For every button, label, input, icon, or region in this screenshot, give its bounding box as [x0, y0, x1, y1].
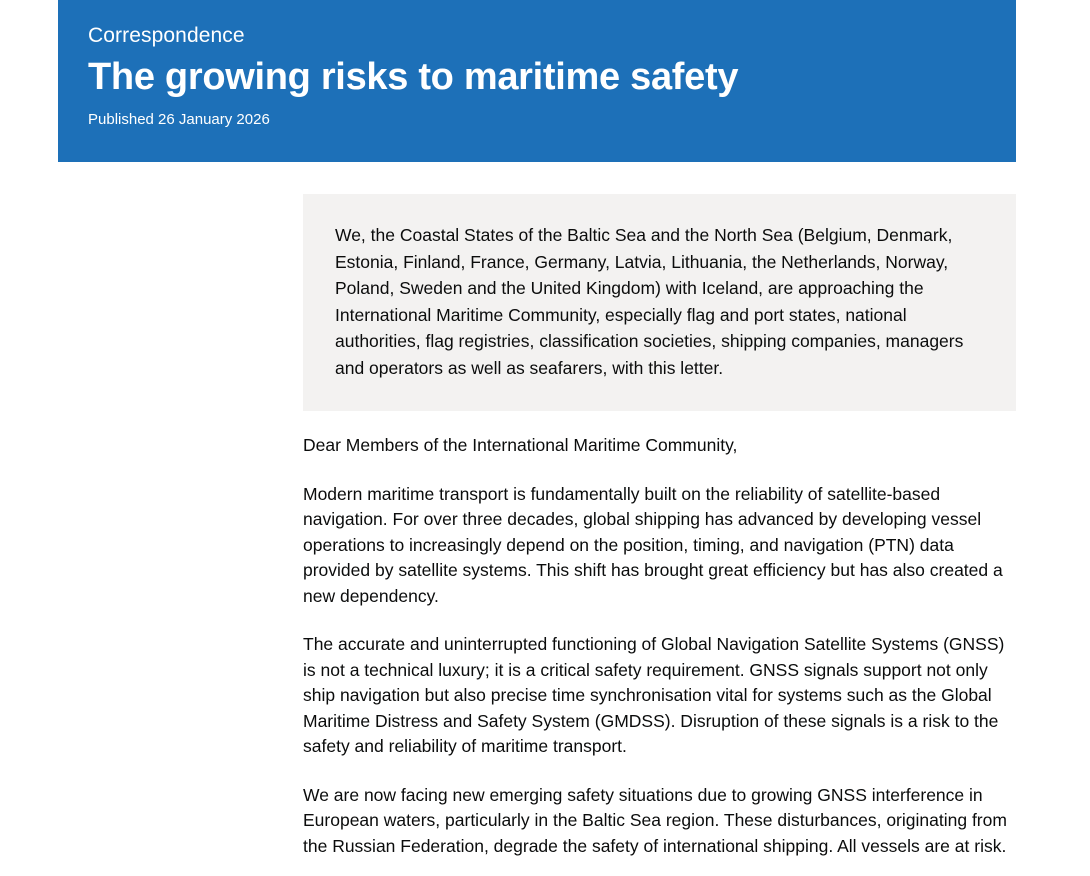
- lede-paragraph: We, the Coastal States of the Baltic Sea and the North Sea (Belgium, Denmark, Estonia, Finland, France, Germany, Latvia, Lithuania, the Netherlands, Norway, Poland, Sweden and the United Kingdom) with Iceland, are approaching the International Maritime Community, especially flag and port states, national authorities, flag registries, classification societies, shipping companies, managers and operators as well as seafarers, with this letter.: [335, 225, 964, 378]
- page-title: The growing risks to maritime safety: [88, 56, 739, 98]
- body-paragraph-3: We are now facing new emerging safety situations due to growing GNSS interference in European waters, particularly in the Baltic Sea region. These disturbances, originating from the Russian Federation, degrade the safety of international shipping. All vessels are at risk.: [303, 784, 1007, 856]
- body-paragraph-1: Modern maritime transport is fundamentally built on the reliability of satellite-based navigation. For over three decades, global shipping has advanced by developing vessel operations to increasingly depend on the position, timing, and navigation (PTN) data provided by satellite systems. This shift has brought great efficiency but has also created a new dependency.: [303, 483, 1003, 606]
- document-content: [303, 194, 1016, 859]
- body-paragraph-salutation: Dear Members of the International Maritime Community,: [303, 435, 738, 455]
- body-paragraph-2: The accurate and uninterrupted functioning of Global Navigation Satellite Systems (GNSS) is not a technical luxury; it is a critical safety requirement. GNSS signals support not only ship navigation but also precise time synchronisation vital for systems such as the Global Maritime Distress and Safety System (GMDSS). Disruption of these signals is a risk to the safety and reliability of maritime transport.: [303, 634, 1005, 756]
- published-date: Published 26 January 2026: [88, 111, 270, 128]
- document-type-label: Correspondence: [88, 24, 245, 47]
- document-masthead: [58, 0, 1016, 162]
- lede-callout: [303, 194, 1016, 411]
- document-body: [303, 433, 1016, 859]
